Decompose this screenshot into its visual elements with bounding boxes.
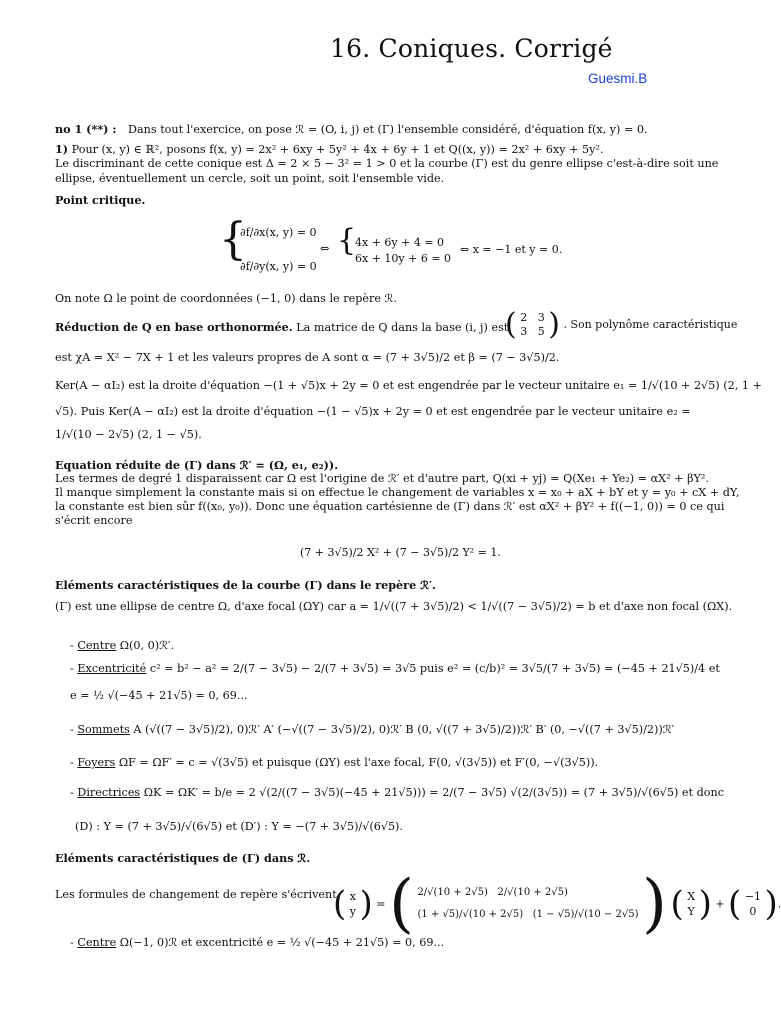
part1-line2: Le discriminant de cette conique est Δ = 2 × 5 − 3² = 1 > 0 et la courbe (Γ) est du genre ellipse c'est-à-dire soit une: [55, 157, 719, 170]
reduction-line1-text: La matrice de Q dans la base (i, j) est: [296, 321, 509, 334]
reduced-eq-line1: Les termes de degré 1 disparaissent car Ω est l'origine de ℛ′ et d'autre part, Q(xi + yj) = Q(Xe₁ + Ye₂) = αX² + βY².: [55, 472, 709, 485]
excentricity-line2: e = ½ √(−45 + 21√5) = 0, 69...: [70, 689, 248, 702]
reduced-eq-line3: la constante est bien sûr f((x₀, y₀)). Donc une équation cartésienne de (Γ) dans ℛ′ est αX² + βY² + f((−1, 0)) = 0 ce qui: [55, 500, 725, 513]
centre-r-label: Centre: [77, 936, 117, 949]
ellipse-description: (Γ) est une ellipse de centre Ω, d'axe focal (ΩY) car a = 1/√((7 + 3√5)/2) < 1/√((7 − 3√5)/2) = b et d'axe non focal (ΩX).: [55, 600, 733, 613]
quadratic-matrix: ( 2 3 3 5 ) . Son polynôme caractéristique: [505, 307, 738, 342]
matrix-m11: 2/√(10 + 2√5): [417, 887, 488, 898]
lhs-y: y: [349, 905, 356, 918]
reduction-line2: est χA = X² − 7X + 1 et les valeurs propres de A sont α = (7 + 3√5)/2 et β = (7 − 3√5)/2.: [55, 351, 560, 364]
vertices-label: Sommets: [77, 723, 130, 736]
foci-value: ΩF = ΩF′ = c = √(3√5) et puisque (ΩY) est l'axe focal, F(0, √(3√5)) et F′(0, −√(3√5)).: [118, 756, 599, 769]
system-equation-2: 6x + 10y + 6 = 0: [355, 252, 452, 265]
page-title: 16. Coniques. Corrigé: [330, 34, 613, 63]
excentricity-formula: c² = b² − a² = 2/(7 − 3√5) − 2/(7 + 3√5) = 3√5 puis e² = (c/b)² = 3√5/(7 + 3√5) = (−45 + 21√5)/4 et: [149, 662, 720, 675]
centre-label: Centre: [77, 639, 117, 652]
excentricity-line1: - Excentricité c² = b² − a² = 2/(7 − 3√5) − 2/(7 + 3√5) = 3√5 puis e² = (c/b)² = 3√5/(7 + 3√5) = (−45 + 21√5)/4 et: [70, 662, 720, 675]
centre-value: Ω(0, 0)ℛ′.: [119, 639, 175, 652]
left-brace: {: [219, 214, 247, 265]
exercise-intro: [55, 122, 648, 137]
exercise-intro-text: Dans tout l'exercice, on pose ℛ = (O, i, j) et (Γ) l'ensemble considéré, d'équation f(x, y) = 0.: [128, 123, 648, 136]
reduction-heading: Réduction de Q en base orthonormée.: [55, 320, 293, 334]
elements-rprime-heading: Eléments caractéristiques de la courbe (Γ) dans le repère ℛ′.: [55, 578, 436, 592]
lhs-x: x: [349, 890, 356, 903]
equivalence-symbol: ⇔: [320, 242, 330, 255]
reduction-line1: [55, 320, 508, 335]
system-equation-1: 4x + 6y + 4 = 0: [355, 236, 445, 249]
matrix-a12: 3: [537, 311, 545, 324]
critical-note: On note Ω le point de coordonnées (−1, 0) dans le repère ℛ.: [55, 292, 397, 305]
directrices-line: - Directrices ΩK = ΩK′ = b/e = 2 √(2/((7 − 3√5)(−45 + 21√5))) = 2/(7 − 3√5) √(2/(3√5)) = (7 + 3√5)/√(6√5) et donc: [70, 786, 724, 799]
foci-label: Foyers: [77, 756, 116, 769]
partial-y-equation: ∂f/∂y(x, y) = 0: [240, 260, 317, 273]
matrix-a11: 2: [520, 311, 528, 324]
matrix-m12: 2/√(10 + 2√5): [497, 887, 568, 898]
elements-r-heading: Eléments caractéristiques de (Γ) dans ℛ.: [55, 851, 311, 865]
partial-x-equation: ∂f/∂x(x, y) = 0: [240, 226, 317, 239]
reduced-equation: (7 + 3√5)/2 X² + (7 − 3√5)/2 Y² = 1.: [300, 546, 501, 559]
matrix-a21: 3: [520, 325, 528, 338]
part1-label: 1): [55, 142, 69, 156]
centre-r-line: - Centre Ω(−1, 0)ℛ et excentricité e = ½ √(−45 + 21√5) = 0, 69...: [70, 936, 445, 949]
reduction-line5: 1/√(10 − 2√5) (2, 1 − √5).: [55, 428, 202, 441]
change-of-frame-text: Les formules de changement de repère s'écrivent: [55, 888, 337, 901]
centre-r-value: Ω(−1, 0)ℛ et excentricité e = ½ √(−45 + 21√5) = 0, 69...: [119, 936, 445, 949]
const-2: 0: [749, 905, 757, 918]
directrices-label: Directrices: [77, 786, 141, 799]
matrix-m22: (1 − √5)/√(10 − 2√5): [532, 909, 639, 920]
const-1: −1: [744, 890, 762, 903]
directrices-value: ΩK = ΩK′ = b/e = 2 √(2/((7 − 3√5)(−45 + 21√5))) = 2/(7 − 3√5) √(2/(3√5)) = (7 + 3√5)/√(6√5) et donc: [143, 786, 724, 799]
critical-result: ⇔ x = −1 et y = 0.: [460, 243, 563, 256]
rhs-Y: Y: [687, 905, 695, 918]
part1-line1: [55, 142, 604, 157]
rhs-X: X: [687, 890, 696, 903]
system-brace: {: [337, 223, 357, 258]
reduced-eq-line2: Il manque simplement la constante mais si on effectue le changement de variables x = x₀ + aX + bY et y = y₀ + cX + dY,: [55, 486, 740, 499]
excentricity-label: Excentricité: [77, 662, 147, 675]
part1-line3: ellipse, éventuellement un cercle, soit un point, soit l'ensemble vide.: [55, 172, 445, 185]
critical-point-heading: Point critique.: [55, 193, 146, 207]
matrix-a22: 5: [537, 325, 545, 338]
vertices-line: - Sommets A (√((7 − 3√5)/2), 0)ℛ′ A′ (−√((7 − 3√5)/2), 0)ℛ′ B (0, √((7 + 3√5)/2))ℛ′ B′ (0, −√((7 + 3√5)/2))ℛ′: [70, 723, 675, 736]
author-name: Guesmi.B: [588, 71, 648, 86]
reduction-line1-end: . Son polynôme caractéristique: [563, 318, 738, 331]
vertices-value: A (√((7 − 3√5)/2), 0)ℛ′ A′ (−√((7 − 3√5)/2), 0)ℛ′ B (0, √((7 + 3√5)/2))ℛ′ B′ (0, −√((7 + 3√5)/2))ℛ′: [133, 723, 675, 736]
matrix-m21: (1 + √5)/√(10 + 2√5): [417, 909, 524, 920]
directrices-equations: (D) : Y = (7 + 3√5)/√(6√5) et (D′) : Y = −(7 + 3√5)/√(6√5).: [75, 820, 403, 833]
reduced-eq-heading: Equation réduite de (Γ) dans ℛ′ = (Ω, e₁, e₂)).: [55, 458, 339, 472]
foci-line: - Foyers ΩF = ΩF′ = c = √(3√5) et puisque (ΩY) est l'axe focal, F(0, √(3√5)) et F′(0, −√(3√5)).: [70, 756, 599, 769]
reduction-line3: Ker(A − αI₂) est la droite d'équation −(1 + √5)x + 2y = 0 et est engendrée par le vecteur unitaire e₁ = 1/√(10 + 2√5) (2, 1 +: [55, 379, 762, 392]
change-of-frame-formula: ( x y ) = ( 2/√(10 + 2√5) 2/√(10 + 2√5) (1 + √5)/√(10 + 2√5) (1 − √5)/√(10 − 2√5) ) ( X Y ) + ( −1 0 ).: [333, 867, 781, 941]
reduction-line4: √5). Puis Ker(A − αI₂) est la droite d'équation −(1 − √5)x + 2y = 0 et est engendrée par le vecteur unitaire e₂ =: [55, 405, 691, 418]
reduced-eq-line4: s'écrit encore: [55, 514, 133, 527]
centre-rprime: - Centre Ω(0, 0)ℛ′.: [70, 639, 175, 652]
exercise-label: no 1 (**) :: [55, 122, 117, 136]
part1-line1-text: Pour (x, y) ∈ ℝ², posons f(x, y) = 2x² + 6xy + 5y² + 4x + 6y + 1 et Q((x, y)) = 2x² + 6xy + 5y².: [71, 143, 604, 156]
